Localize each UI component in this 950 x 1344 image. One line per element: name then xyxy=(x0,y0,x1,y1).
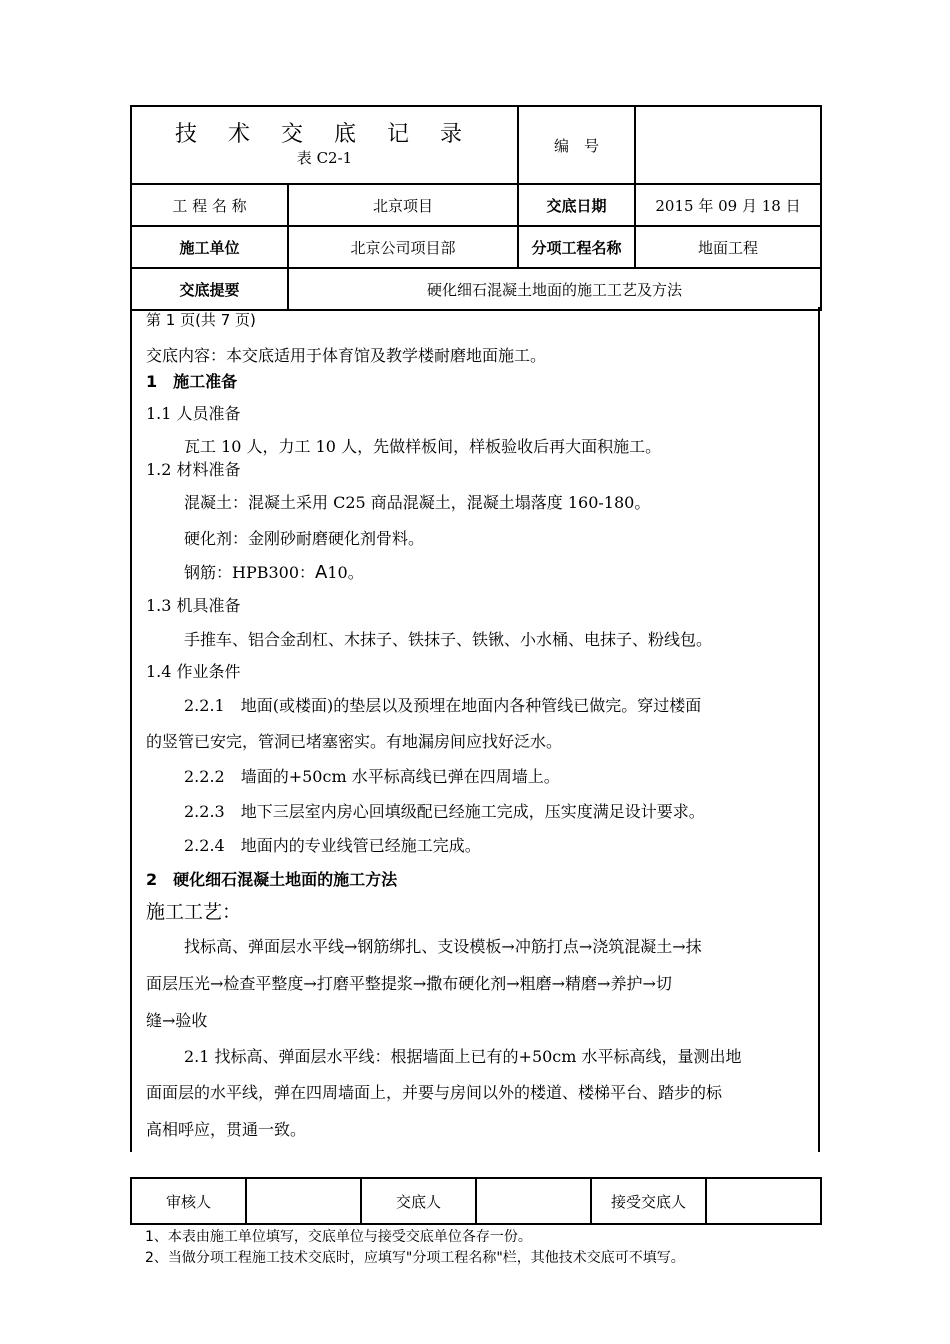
rebar-text xyxy=(184,560,364,583)
rebar-suffix: 10。 xyxy=(327,563,364,582)
subproject-label: 分项工程名称 xyxy=(518,226,635,268)
title-cell xyxy=(131,106,518,184)
condition-2-2-1-b: 的竖管已安完，管洞已堵塞密实。有地漏房间应找好泛水。 xyxy=(146,732,563,751)
project-name-label: 工 程 名 称 xyxy=(131,184,288,226)
header-sheet xyxy=(130,105,820,311)
section-1-1-heading: 1.1 人员准备 xyxy=(146,404,241,423)
number-value[interactable] xyxy=(635,106,821,184)
staff-text: 瓦工 10 人，力工 10 人，先做样板间，样板验收后再大面积施工。 xyxy=(184,437,662,456)
footnote-2: 2、当做分项工程施工技术交底时，应填写"分项工程名称"栏，其他技术交底可不填写。 xyxy=(145,1250,685,1266)
discloser-field[interactable] xyxy=(476,1178,591,1224)
page-indicator: 第 1 页(共 7 页) xyxy=(146,311,256,329)
subproject-value[interactable]: 地面工程 xyxy=(635,226,821,268)
summary-label: 交底提要 xyxy=(131,268,288,310)
discloser-label: 交底人 xyxy=(361,1178,476,1224)
condition-2-2-3: 2.2.3 地下三层室内房心回填级配已经施工完成，压实度满足设计要求。 xyxy=(184,802,705,821)
date-label: 交底日期 xyxy=(518,184,635,226)
process-flow-a: 找标高、弹面层水平线→钢筋绑扎、支设模板→冲筋打点→浇筑混凝土→抹 xyxy=(184,937,702,956)
reviewer-label: 审核人 xyxy=(131,1178,246,1224)
form-title: 技 术 交 底 记 录 xyxy=(175,122,474,147)
disclosure-content xyxy=(130,307,820,1152)
rebar-grade-symbol: A xyxy=(315,562,328,583)
rebar-prefix: 钢筋：HPB300： xyxy=(184,563,316,582)
concrete-text: 混凝土：混凝土采用 C25 商品混凝土，混凝土塌落度 160-180。 xyxy=(184,493,651,512)
process-flow-c: 缝→验收 xyxy=(146,1011,208,1030)
process-title: 施工工艺： xyxy=(146,901,242,923)
process-flow-b: 面层压光→检查平整度→打磨平整提浆→撒布硬化剂→粗磨→精磨→养护→切 xyxy=(146,974,672,993)
step-2-1-c: 高相呼应，贯通一致。 xyxy=(146,1120,307,1139)
section-1-heading: 1 施工准备 xyxy=(146,372,238,391)
signature-table xyxy=(130,1177,822,1225)
section-2-heading: 2 硬化细石混凝土地面的施工方法 xyxy=(146,870,398,889)
receiver-field[interactable] xyxy=(706,1178,821,1224)
receiver-label: 接受交底人 xyxy=(591,1178,706,1224)
contractor-label: 施工单位 xyxy=(131,226,288,268)
form-number: 表 C2-1 xyxy=(296,149,353,167)
section-1-2-heading: 1.2 材料准备 xyxy=(146,460,241,479)
condition-2-2-4: 2.2.4 地面内的专业线管已经施工完成。 xyxy=(184,836,481,855)
condition-2-2-1-a: 2.2.1 地面(或楼面)的垫层以及预埋在地面内各种管线已做完。穿过楼面 xyxy=(184,696,702,715)
number-label: 编 号 xyxy=(518,106,635,184)
header-table xyxy=(130,105,822,311)
section-1-4-heading: 1.4 作业条件 xyxy=(146,662,241,681)
contractor-value[interactable]: 北京公司项目部 xyxy=(288,226,518,268)
step-2-1-a: 2.1 找标高、弹面层水平线：根据墙面上已有的+50cm 水平标高线，量测出地 xyxy=(184,1047,742,1066)
date-value[interactable]: 2015 年 09 月 18 日 xyxy=(635,184,821,226)
intro-text: 交底内容：本交底适用于体育馆及教学楼耐磨地面施工。 xyxy=(146,346,547,365)
section-1-3-heading: 1.3 机具准备 xyxy=(146,596,241,615)
condition-2-2-2: 2.2.2 墙面的+50cm 水平标高线已弹在四周墙上。 xyxy=(184,767,560,786)
step-2-1-b: 面面层的水平线，弹在四周墙面上，并要与房间以外的楼道、楼梯平台、踏步的标 xyxy=(146,1083,723,1102)
project-name-value[interactable]: 北京项目 xyxy=(288,184,518,226)
summary-value[interactable]: 硬化细石混凝土地面的施工工艺及方法 xyxy=(288,268,821,310)
tools-text: 手推车、铝合金刮杠、木抹子、铁抹子、铁锹、小水桶、电抹子、粉线包。 xyxy=(184,630,713,649)
reviewer-field[interactable] xyxy=(246,1178,361,1224)
footnote-1: 1、本表由施工单位填写，交底单位与接受交底单位各存一份。 xyxy=(145,1229,532,1245)
hardener-text: 硬化剂：金刚砂耐磨硬化剂骨料。 xyxy=(184,529,425,548)
